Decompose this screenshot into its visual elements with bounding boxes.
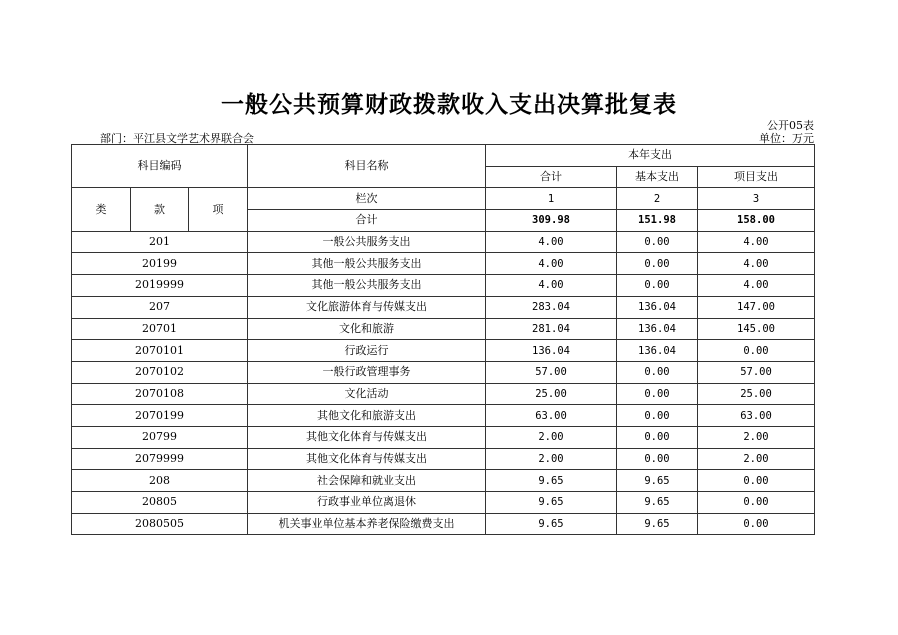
- table-row: [72, 231, 815, 253]
- row-code: 2079999: [72, 448, 248, 470]
- row-total: 4.00: [486, 275, 617, 297]
- department-label: 部门：平江县文学艺术界联合会: [100, 132, 254, 145]
- row-name: 机关事业单位基本养老保险缴费支出: [248, 513, 486, 535]
- row-project: 0.00: [698, 492, 815, 514]
- row-code: 2070199: [72, 405, 248, 427]
- table-row: [72, 405, 815, 427]
- row-basic: 0.00: [617, 426, 698, 448]
- row-basic: 136.04: [617, 318, 698, 340]
- row-basic: 0.00: [617, 231, 698, 253]
- total-header: 合计: [486, 166, 617, 188]
- sum-label: 合计: [248, 210, 486, 232]
- row-total: 136.04: [486, 340, 617, 362]
- sum-project: 158.00: [698, 210, 815, 232]
- row-code: 20805: [72, 492, 248, 514]
- sum-total: 309.98: [486, 210, 617, 232]
- row-name: 行政运行: [248, 340, 486, 362]
- row-name: 一般行政管理事务: [248, 361, 486, 383]
- row-name: 一般公共服务支出: [248, 231, 486, 253]
- row-basic: 0.00: [617, 253, 698, 275]
- table-row: [72, 383, 815, 405]
- row-code: 2019999: [72, 275, 248, 297]
- row-project: 2.00: [698, 448, 815, 470]
- page-title: 一般公共预算财政拨款收入支出决算批复表: [221, 92, 677, 118]
- column-index-3: 3: [698, 188, 815, 210]
- table-row: [72, 318, 815, 340]
- table-row: [72, 492, 815, 514]
- table-row: [72, 470, 815, 492]
- row-name: 文化旅游体育与传媒支出: [248, 296, 486, 318]
- row-total: 2.00: [486, 426, 617, 448]
- row-total: 4.00: [486, 231, 617, 253]
- table-row: [72, 426, 815, 448]
- row-total: 283.04: [486, 296, 617, 318]
- row-project: 147.00: [698, 296, 815, 318]
- table-row: [72, 448, 815, 470]
- subject-name-header: 科目名称: [248, 145, 486, 188]
- column-index-2: 2: [617, 188, 698, 210]
- row-project: 25.00: [698, 383, 815, 405]
- row-code: 207: [72, 296, 248, 318]
- xiang-header: 项: [189, 188, 248, 231]
- table-row: [72, 340, 815, 362]
- row-basic: 0.00: [617, 405, 698, 427]
- row-project: 4.00: [698, 275, 815, 297]
- table-row: [72, 361, 815, 383]
- header-row-1: [72, 145, 815, 167]
- row-basic: 136.04: [617, 296, 698, 318]
- form-number: 公开05表: [767, 119, 814, 132]
- project-expense-header: 项目支出: [698, 166, 815, 188]
- row-project: 57.00: [698, 361, 815, 383]
- row-basic: 0.00: [617, 448, 698, 470]
- row-basic: 9.65: [617, 470, 698, 492]
- row-name: 其他文化体育与传媒支出: [248, 448, 486, 470]
- row-basic: 136.04: [617, 340, 698, 362]
- row-project: 0.00: [698, 340, 815, 362]
- row-code: 208: [72, 470, 248, 492]
- column-index-1: 1: [486, 188, 617, 210]
- row-total: 25.00: [486, 383, 617, 405]
- row-basic: 9.65: [617, 513, 698, 535]
- lei-header: 类: [72, 188, 131, 231]
- row-code: 2070102: [72, 361, 248, 383]
- table-row: [72, 296, 815, 318]
- subject-code-header: 科目编码: [72, 145, 248, 188]
- row-total: 9.65: [486, 492, 617, 514]
- row-basic: 0.00: [617, 361, 698, 383]
- table-row: [72, 513, 815, 535]
- unit-label: 单位：万元: [759, 132, 814, 145]
- row-project: 63.00: [698, 405, 815, 427]
- row-total: 9.65: [486, 513, 617, 535]
- column-index-label: 栏次: [248, 188, 486, 210]
- row-basic: 0.00: [617, 275, 698, 297]
- row-name: 其他一般公共服务支出: [248, 275, 486, 297]
- row-project: 0.00: [698, 470, 815, 492]
- row-code: 20799: [72, 426, 248, 448]
- row-name: 其他一般公共服务支出: [248, 253, 486, 275]
- row-basic: 0.00: [617, 383, 698, 405]
- row-code: 201: [72, 231, 248, 253]
- row-name: 其他文化体育与传媒支出: [248, 426, 486, 448]
- basic-expense-header: 基本支出: [617, 166, 698, 188]
- budget-table: [71, 144, 815, 535]
- row-total: 2.00: [486, 448, 617, 470]
- row-total: 281.04: [486, 318, 617, 340]
- row-code: 2070108: [72, 383, 248, 405]
- row-code: 2080505: [72, 513, 248, 535]
- row-project: 4.00: [698, 253, 815, 275]
- table-row: [72, 253, 815, 275]
- row-name: 行政事业单位离退休: [248, 492, 486, 514]
- table-row: [72, 275, 815, 297]
- row-name: 文化和旅游: [248, 318, 486, 340]
- row-code: 20199: [72, 253, 248, 275]
- row-project: 4.00: [698, 231, 815, 253]
- row-code: 2070101: [72, 340, 248, 362]
- row-project: 0.00: [698, 513, 815, 535]
- row-code: 20701: [72, 318, 248, 340]
- row-project: 145.00: [698, 318, 815, 340]
- row-total: 57.00: [486, 361, 617, 383]
- kuan-header: 款: [131, 188, 189, 231]
- row-name: 社会保障和就业支出: [248, 470, 486, 492]
- sum-basic: 151.98: [617, 210, 698, 232]
- current-year-expense-header: 本年支出: [486, 145, 815, 167]
- row-basic: 9.65: [617, 492, 698, 514]
- row-name: 文化活动: [248, 383, 486, 405]
- row-total: 4.00: [486, 253, 617, 275]
- row-project: 2.00: [698, 426, 815, 448]
- row-name: 其他文化和旅游支出: [248, 405, 486, 427]
- header-row-3: [72, 188, 815, 210]
- row-total: 63.00: [486, 405, 617, 427]
- row-total: 9.65: [486, 470, 617, 492]
